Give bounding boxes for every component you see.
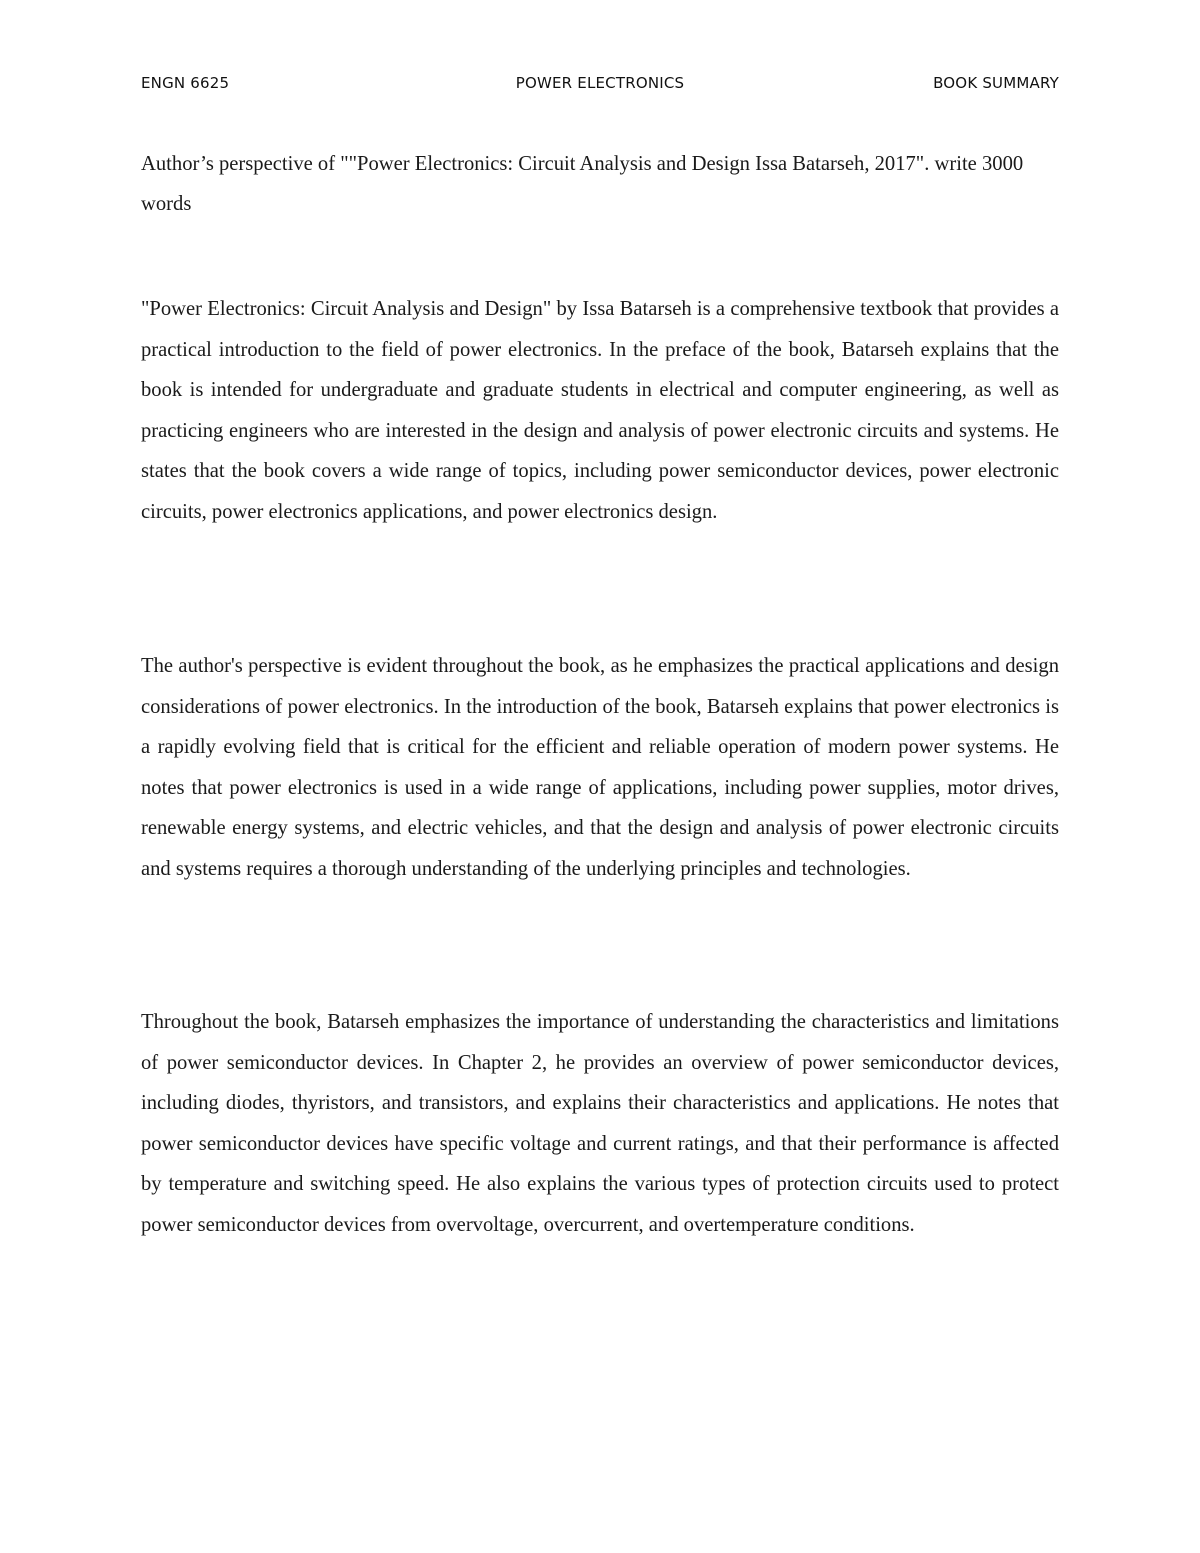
header-doc-type: BOOK SUMMARY bbox=[933, 74, 1059, 92]
paragraph-1: "Power Electronics: Circuit Analysis and Design" by Issa Batarseh is a comprehensive textbook that provides a practical introduction to the field of power electronics. In the preface of the book, Batarseh explains that the book is intended for undergraduate and graduate students in electrical and computer engineering, as well as practicing engineers who are interested in the design and analysis of power electronic circuits and systems. He states that the book covers a wide range of topics, including power semiconductor devices, power electronic circuits, power electronics applications, and power electronics design. bbox=[141, 298, 1059, 523]
header-course-code: ENGN 6625 bbox=[141, 74, 230, 92]
paragraph-2: The author's perspective is evident throughout the book, as he emphasizes the practical applications and design considerations of power electronics. In the introduction of the book, Batarseh explains that power electronics is a rapidly evolving field that is critical for the efficient and reliable operation of modern power systems. He notes that power electronics is used in a wide range of applications, including power supplies, motor drives, renewable energy systems, and electric vehicles, and that the design and analysis of power electronic circuits and systems requires a thorough understanding of the underlying principles and technologies. bbox=[141, 655, 1059, 880]
page-header bbox=[141, 74, 1059, 98]
prompt-text: Author’s perspective of ""Power Electronics: Circuit Analysis and Design Issa Batarseh, 2017". write 3000 words bbox=[141, 153, 1024, 215]
paragraph-3: Throughout the book, Batarseh emphasizes the importance of understanding the characteristics and limitations of power semiconductor devices. In Chapter 2, he provides an overview of power semiconductor devices, including diodes, thyristors, and transistors, and explains their characteristics and applications. He notes that power semiconductor devices have specific voltage and current ratings, and that their performance is affected by temperature and switching speed. He also explains the various types of protection circuits used to protect power semiconductor devices from overvoltage, overcurrent, and overtemperature conditions. bbox=[141, 1011, 1059, 1236]
header-subject: POWER ELECTRONICS bbox=[515, 74, 685, 92]
